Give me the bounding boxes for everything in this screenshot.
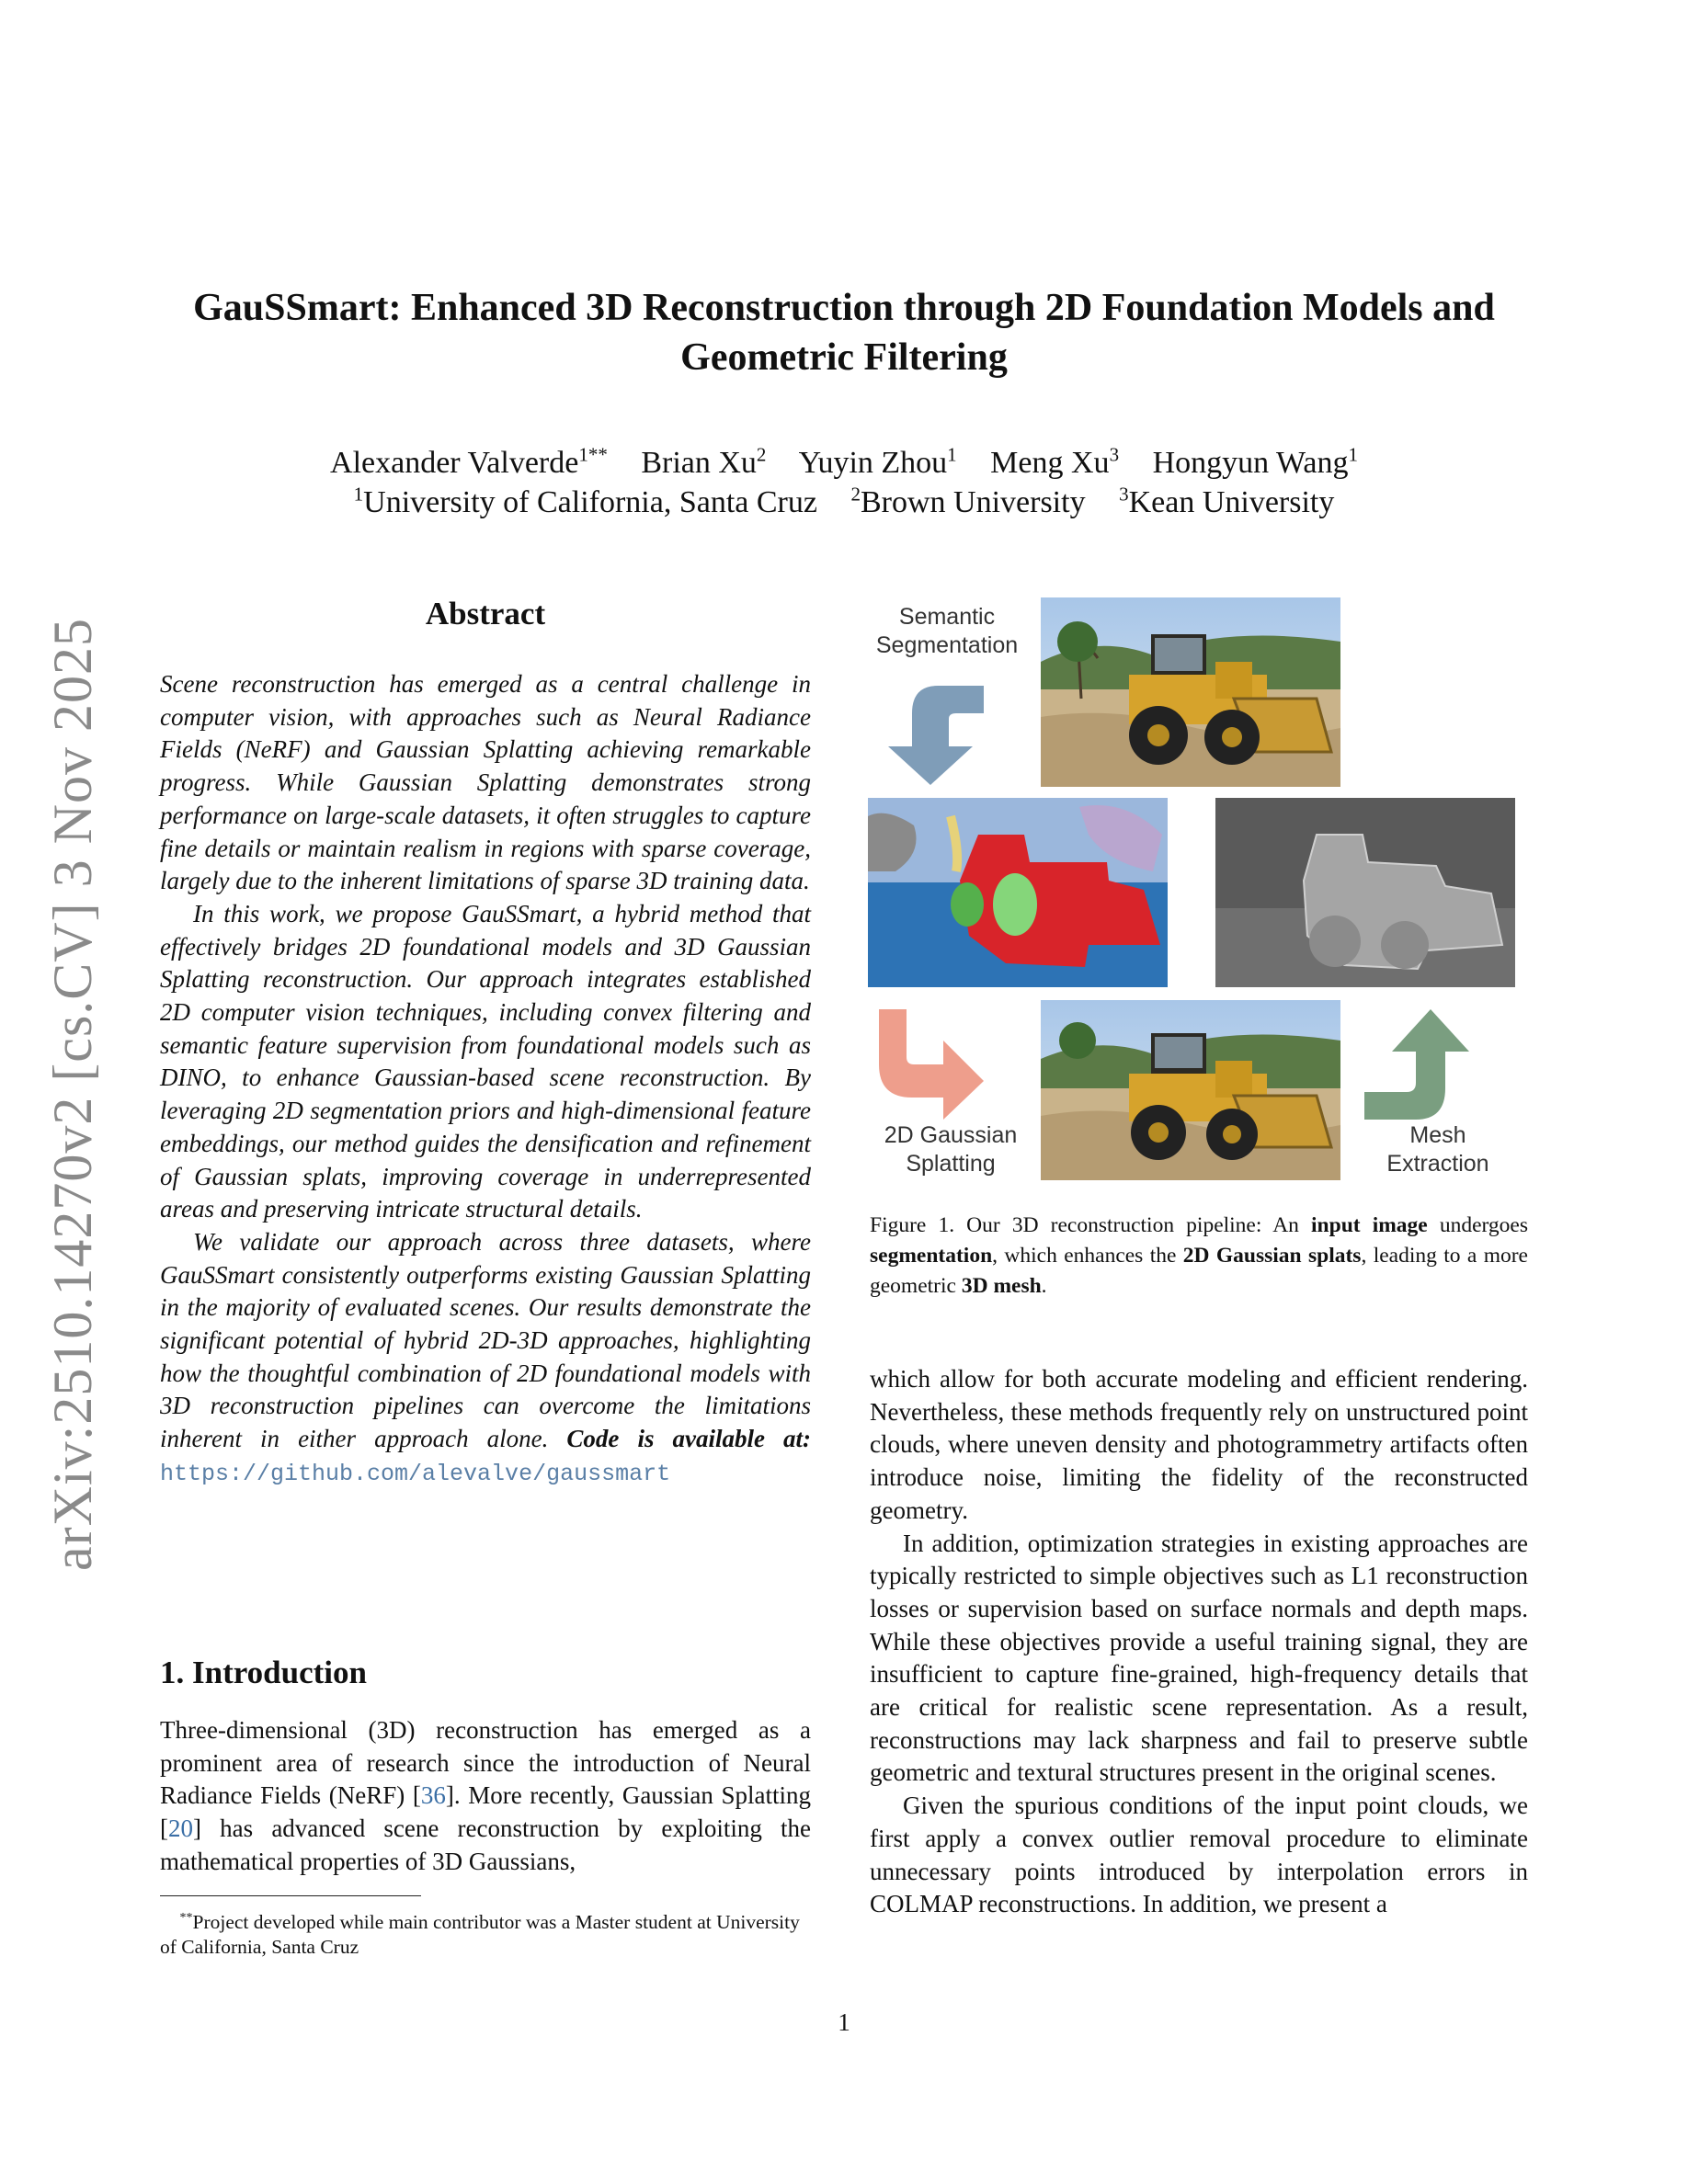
- body-paragraph: In addition, optimization strategies in existing approaches are typically restricted to simple objectives such as L1 reconstruction losses or supervision based on surface normals and depth maps. While these objectives provide a useful training signal, they are insufficient to capture fine-grained, high-frequency details that are critical for realistic scene representation. As a result, reconstructions may lack sharpness and fail to preserve subtle geometric and textural structures present in the original scenes.: [870, 1529, 1528, 1787]
- author-list: [129, 443, 1559, 483]
- section-heading-introduction: 1. Introduction: [160, 1655, 367, 1690]
- code-link[interactable]: https://github.com/alevalve/gaussmart: [160, 1460, 671, 1487]
- label-mesh-extraction: Mesh Extraction: [1386, 1122, 1489, 1177]
- abstract-paragraph: Scene reconstruction has emerged as a central challenge in computer vision, with approaches such as Neural Radiance Fields (NeRF) and Gaussian Splatting achieving remarkable progress. While Gaussian Splatting demonstrates strong performance on large-scale datasets, it often struggles to capture fine details or maintain realism in regions with sparse coverage, largely due to the inherent limitations of sparse 3D training data.: [160, 670, 811, 895]
- code-label: Code is available at:: [566, 1425, 812, 1453]
- page-number: 1: [838, 2008, 850, 2036]
- author: Hongyun Wang$^1$: [1152, 443, 1358, 480]
- mesh-render: [1215, 798, 1515, 987]
- intro-paragraph: Three-dimensional (3D) reconstruction has emerged as a prominent area of research since the introduction of Neural Radiance Fields (NeRF) [36]. More recently, Gaussian Splatting [20] has advanced scene reconstruction by exploiting the mathematical properties of 3D Gaussians,: [160, 1716, 812, 1875]
- author: Brian Xu$^2$: [641, 443, 767, 480]
- introduction-body: [160, 1714, 811, 1879]
- affiliation: $^3$Kean University: [1119, 483, 1335, 519]
- input-image-loader: [1041, 597, 1340, 787]
- abstract-paragraph: We validate our approach across three datasets, where GauSSmart consistently outperforms existing Gaussian Splatting in the majority of evaluated scenes. Our results demonstrate the significant potential of hybrid 2D-3D approaches, highlighting how the thoughtful combination of 2D foundational models with 3D reconstruction pipelines can overcome the limitations inherent in either approach alone. Code is available at: https://github.com/alevalve/gaussmart: [160, 1227, 812, 1487]
- citation-link[interactable]: 36: [420, 1781, 446, 1810]
- footnote-rule: [160, 1895, 421, 1896]
- arxiv-id: arXiv:2510.14270v2 [cs.CV] 3 Nov 2025: [41, 617, 103, 1571]
- affiliation: $^1$University of California, Santa Cruz: [353, 483, 817, 519]
- mesh-arrow-icon: [1355, 1000, 1475, 1120]
- footnote: **Project developed while main contributor was a Master student at University of California, Santa Cruz: [160, 1911, 800, 1959]
- author: Yuyin Zhou$^1$: [798, 443, 957, 480]
- label-gaussian-splatting: 2D Gaussian Splatting: [884, 1122, 1018, 1177]
- author: Alexander Valverde$^{1**}$: [330, 443, 608, 480]
- abstract-heading: Abstract: [425, 596, 546, 631]
- segmentation-map: [868, 798, 1168, 987]
- author: Meng Xu$^3$: [990, 443, 1120, 480]
- affiliation-list: [129, 483, 1559, 522]
- semantic-arrow-icon: [870, 671, 989, 785]
- body-paragraph: Given the spurious conditions of the input point clouds, we first apply a convex outlier removal procedure to eliminate unnecessary points introduced by interpolation errors in COLMAP reconstructions. In addition, we present a: [870, 1792, 1528, 1918]
- label-semantic-segmentation: Semantic Segmentation: [875, 604, 1019, 658]
- figure-pipeline: [868, 597, 1530, 1186]
- affiliation: $^2$Brown University: [850, 483, 1086, 519]
- gaussian-arrow-icon: [870, 1009, 989, 1120]
- body-paragraph: which allow for both accurate modeling and efficient rendering. Nevertheless, these methods frequently rely on unstructured point clouds, where uneven density and photogrammetry artifacts often introduce noise, limiting the fidelity of the reconstructed geometry.: [870, 1365, 1528, 1524]
- paper-title: GauSSmart: Enhanced 3D Reconstruction through 2D Foundation Models and Geometric Filtering: [193, 287, 1495, 379]
- citation-link[interactable]: 20: [168, 1814, 193, 1843]
- abstract-body: [160, 668, 811, 1491]
- arxiv-stamp: [22, 607, 123, 1581]
- right-column-body: [870, 1363, 1528, 1921]
- figure-caption: Figure 1. Our 3D reconstruction pipeline: An input image undergoes segmentation, which enhances the 2D Gaussian splats, leading to a more geometric 3D mesh.: [870, 1213, 1528, 1298]
- gaussian-splat-render: [1041, 1000, 1340, 1180]
- author-block: [129, 443, 1559, 522]
- abstract-paragraph: In this work, we propose GauSSmart, a hybrid method that effectively bridges 2D foundational models and 3D Gaussian Splatting reconstruction. Our approach integrates established 2D computer vision techniques, including convex filtering and semantic feature supervision from foundational models such as DINO, to enhance Gaussian-based scene reconstruction. By leveraging 2D segmentation priors and high-dimensional feature embeddings, our method guides the densification and refinement of Gaussian splats, improving coverage in underrepresented areas and preserving intricate structural details.: [160, 899, 811, 1223]
